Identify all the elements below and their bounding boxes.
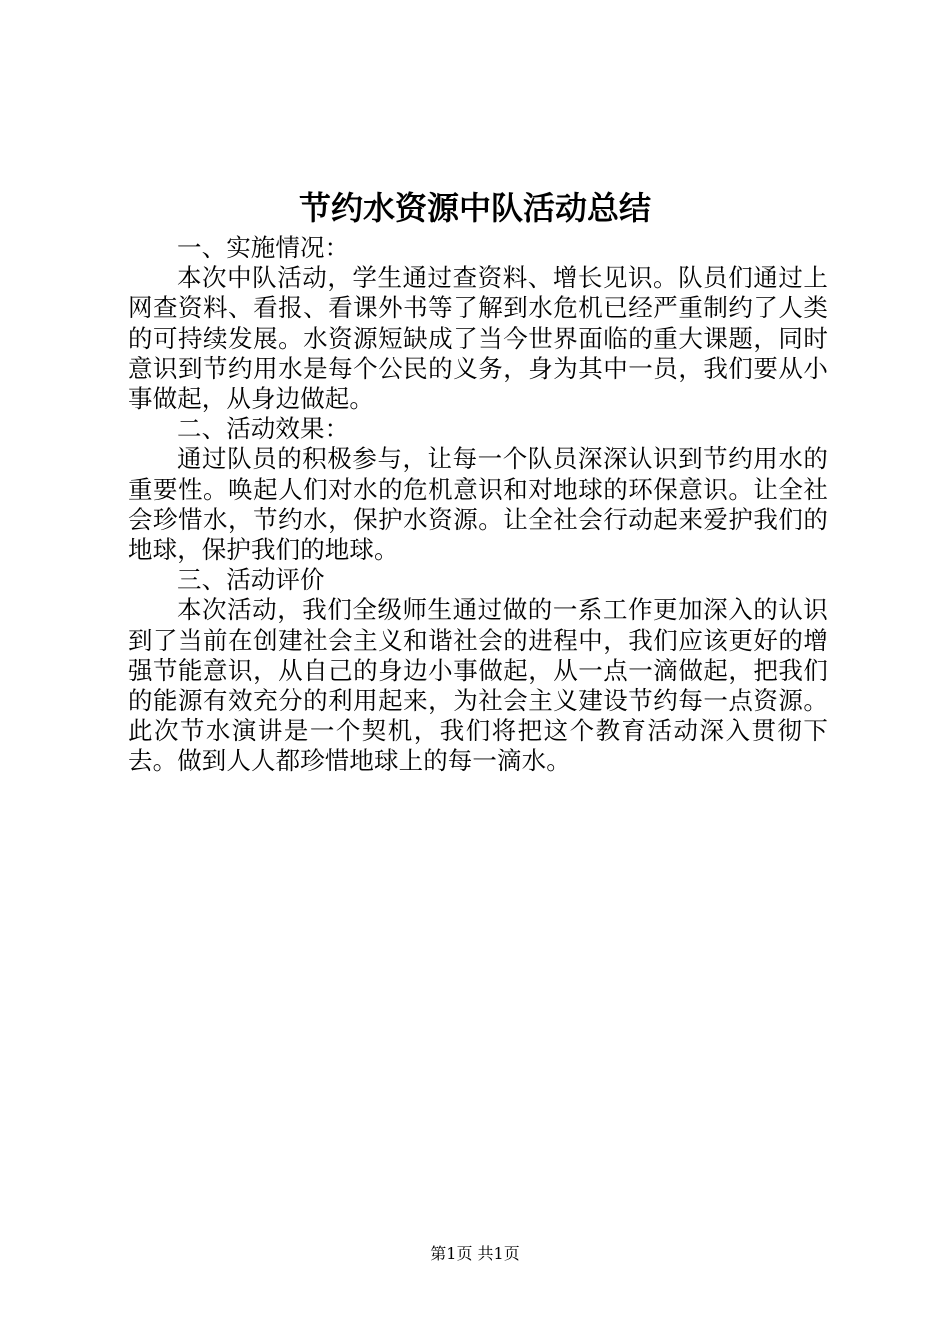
section-paragraph-evaluation: 本次活动，我们全级师生通过做的一系工作更加深入的认识到了当前在创建社会主义和谐社会的进程中，我们应该更好的增强节能意识，从自己的身边小事做起，从一点一滴做起，把我们的能源有效充分的利用起来，为社会主义建设节约每一点资源。此次节水演讲是一个契机，我们将把这个教育活动深入贯彻下去。做到人人都珍惜地球上的每一滴水。 bbox=[128, 595, 828, 776]
section-heading-effect: 二、活动效果： bbox=[177, 414, 350, 444]
section-paragraph-implementation: 本次中队活动，学生通过查资料、增长见识。队员们通过上网查资料、看报、看课外书等了解到水危机已经严重制约了人类的可持续发展。水资源短缺成了当今世界面临的重大课题，同时意识到节约用水是每个公民的义务，身为其中一员，我们要从小事做起，从身边做起。 bbox=[128, 263, 828, 414]
section-heading-implementation: 一、实施情况： bbox=[177, 233, 350, 262]
section-heading-evaluation: 三、活动评价 bbox=[177, 565, 325, 595]
section-paragraph-effect: 通过队员的积极参与，让每一个队员深深认识到节约用水的重要性。唤起人们对水的危机意识和对地球的环保意识。让全社会珍惜水，节约水，保护水资源。让全社会行动起来爱护我们的地球，保护我们的地球。 bbox=[128, 444, 828, 565]
page-number-footer: 第1页 共1页 bbox=[430, 1244, 520, 1263]
document-title: 节约水资源中队活动总结 bbox=[298, 189, 651, 227]
document-body bbox=[128, 233, 828, 777]
